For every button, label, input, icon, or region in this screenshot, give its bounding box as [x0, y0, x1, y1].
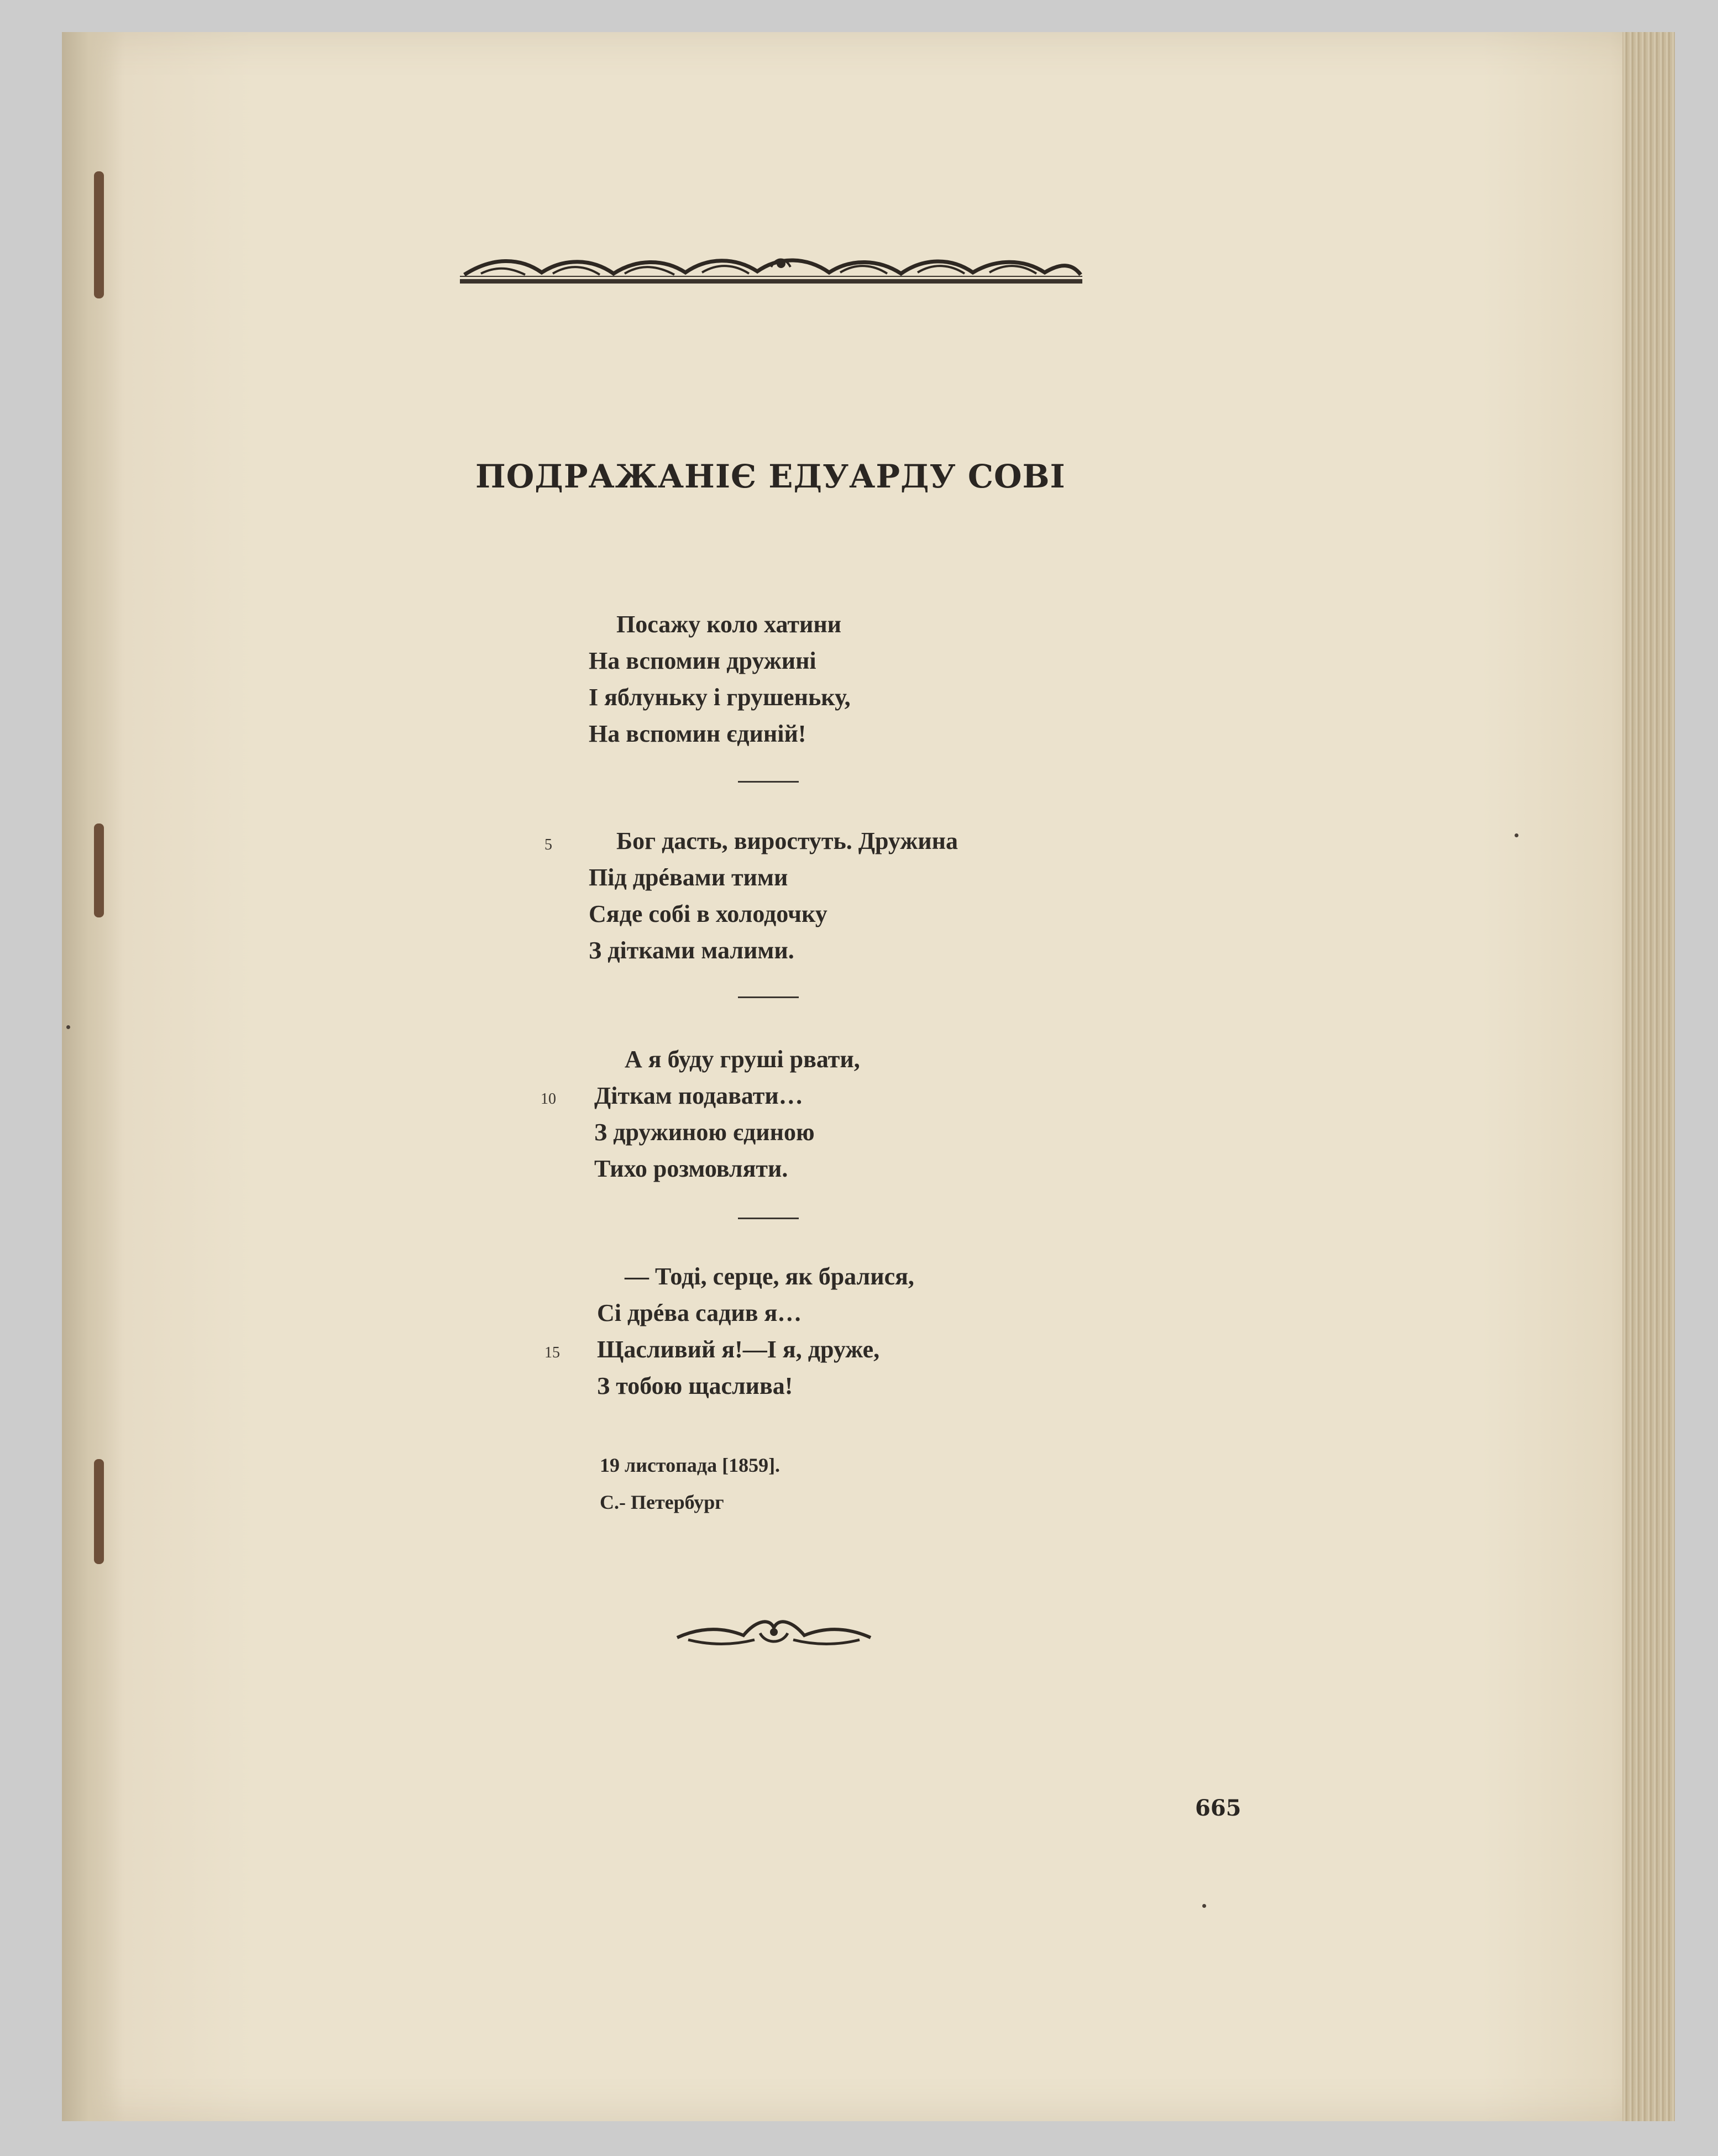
stanza-separator: [738, 781, 799, 783]
poem-line: На вспомин єдиній!: [589, 720, 806, 747]
poem-line: Бог дасть, виростуть. Дружина: [616, 827, 958, 854]
binding-stain: [94, 1459, 104, 1564]
poem-line: З тобою щаслива!: [597, 1372, 793, 1399]
line-number: 5: [544, 836, 552, 853]
poem-line: Посажу коло хатини: [616, 611, 842, 638]
poem-line: Щасливий я!—І я, друже,: [597, 1336, 880, 1363]
paper-speck: [1515, 833, 1518, 837]
poem-line: І яблуньку і грушеньку,: [589, 684, 851, 711]
poem-line: З дітками малими.: [589, 937, 794, 964]
poem-line: Тихо розмовляти.: [594, 1155, 788, 1182]
page-gutter: [62, 32, 123, 2121]
poem-line: А я буду груші рвати,: [625, 1046, 860, 1073]
stanza-separator: [738, 1218, 799, 1219]
ornament-tailpiece: [672, 1611, 876, 1655]
stanza-separator: [738, 996, 799, 998]
poem-line: Під дрéвами тими: [589, 864, 788, 891]
poem-place: С.- Петербург: [600, 1491, 724, 1513]
poem-line: З дружиною єдиною: [594, 1119, 815, 1146]
poem-line: Сі дрéва садив я…: [597, 1299, 802, 1326]
poem-line: Сяде собі в холодочку: [589, 900, 827, 927]
line-number: 10: [541, 1090, 556, 1108]
poem-line: На вспомин дружині: [589, 647, 816, 674]
ornament-headpiece: [459, 251, 1083, 290]
paper-speck: [1202, 1904, 1206, 1908]
poem-line: — Тоді, серце, як бралися,: [625, 1263, 914, 1290]
poem-title: ПОДРАЖАНІЄ ЕДУАРДУ СОВІ: [475, 458, 1066, 495]
binding-stain: [94, 823, 104, 917]
book-page: [62, 32, 1675, 2121]
page-number: 665: [1195, 1795, 1242, 1821]
poem-date: 19 листопада [1859].: [600, 1454, 781, 1476]
paper-speck: [66, 1025, 70, 1029]
line-number: 15: [544, 1344, 560, 1361]
binding-stain: [94, 171, 104, 298]
poem-line: Діткам подавати…: [594, 1082, 803, 1109]
page-edges: [1622, 32, 1675, 2121]
